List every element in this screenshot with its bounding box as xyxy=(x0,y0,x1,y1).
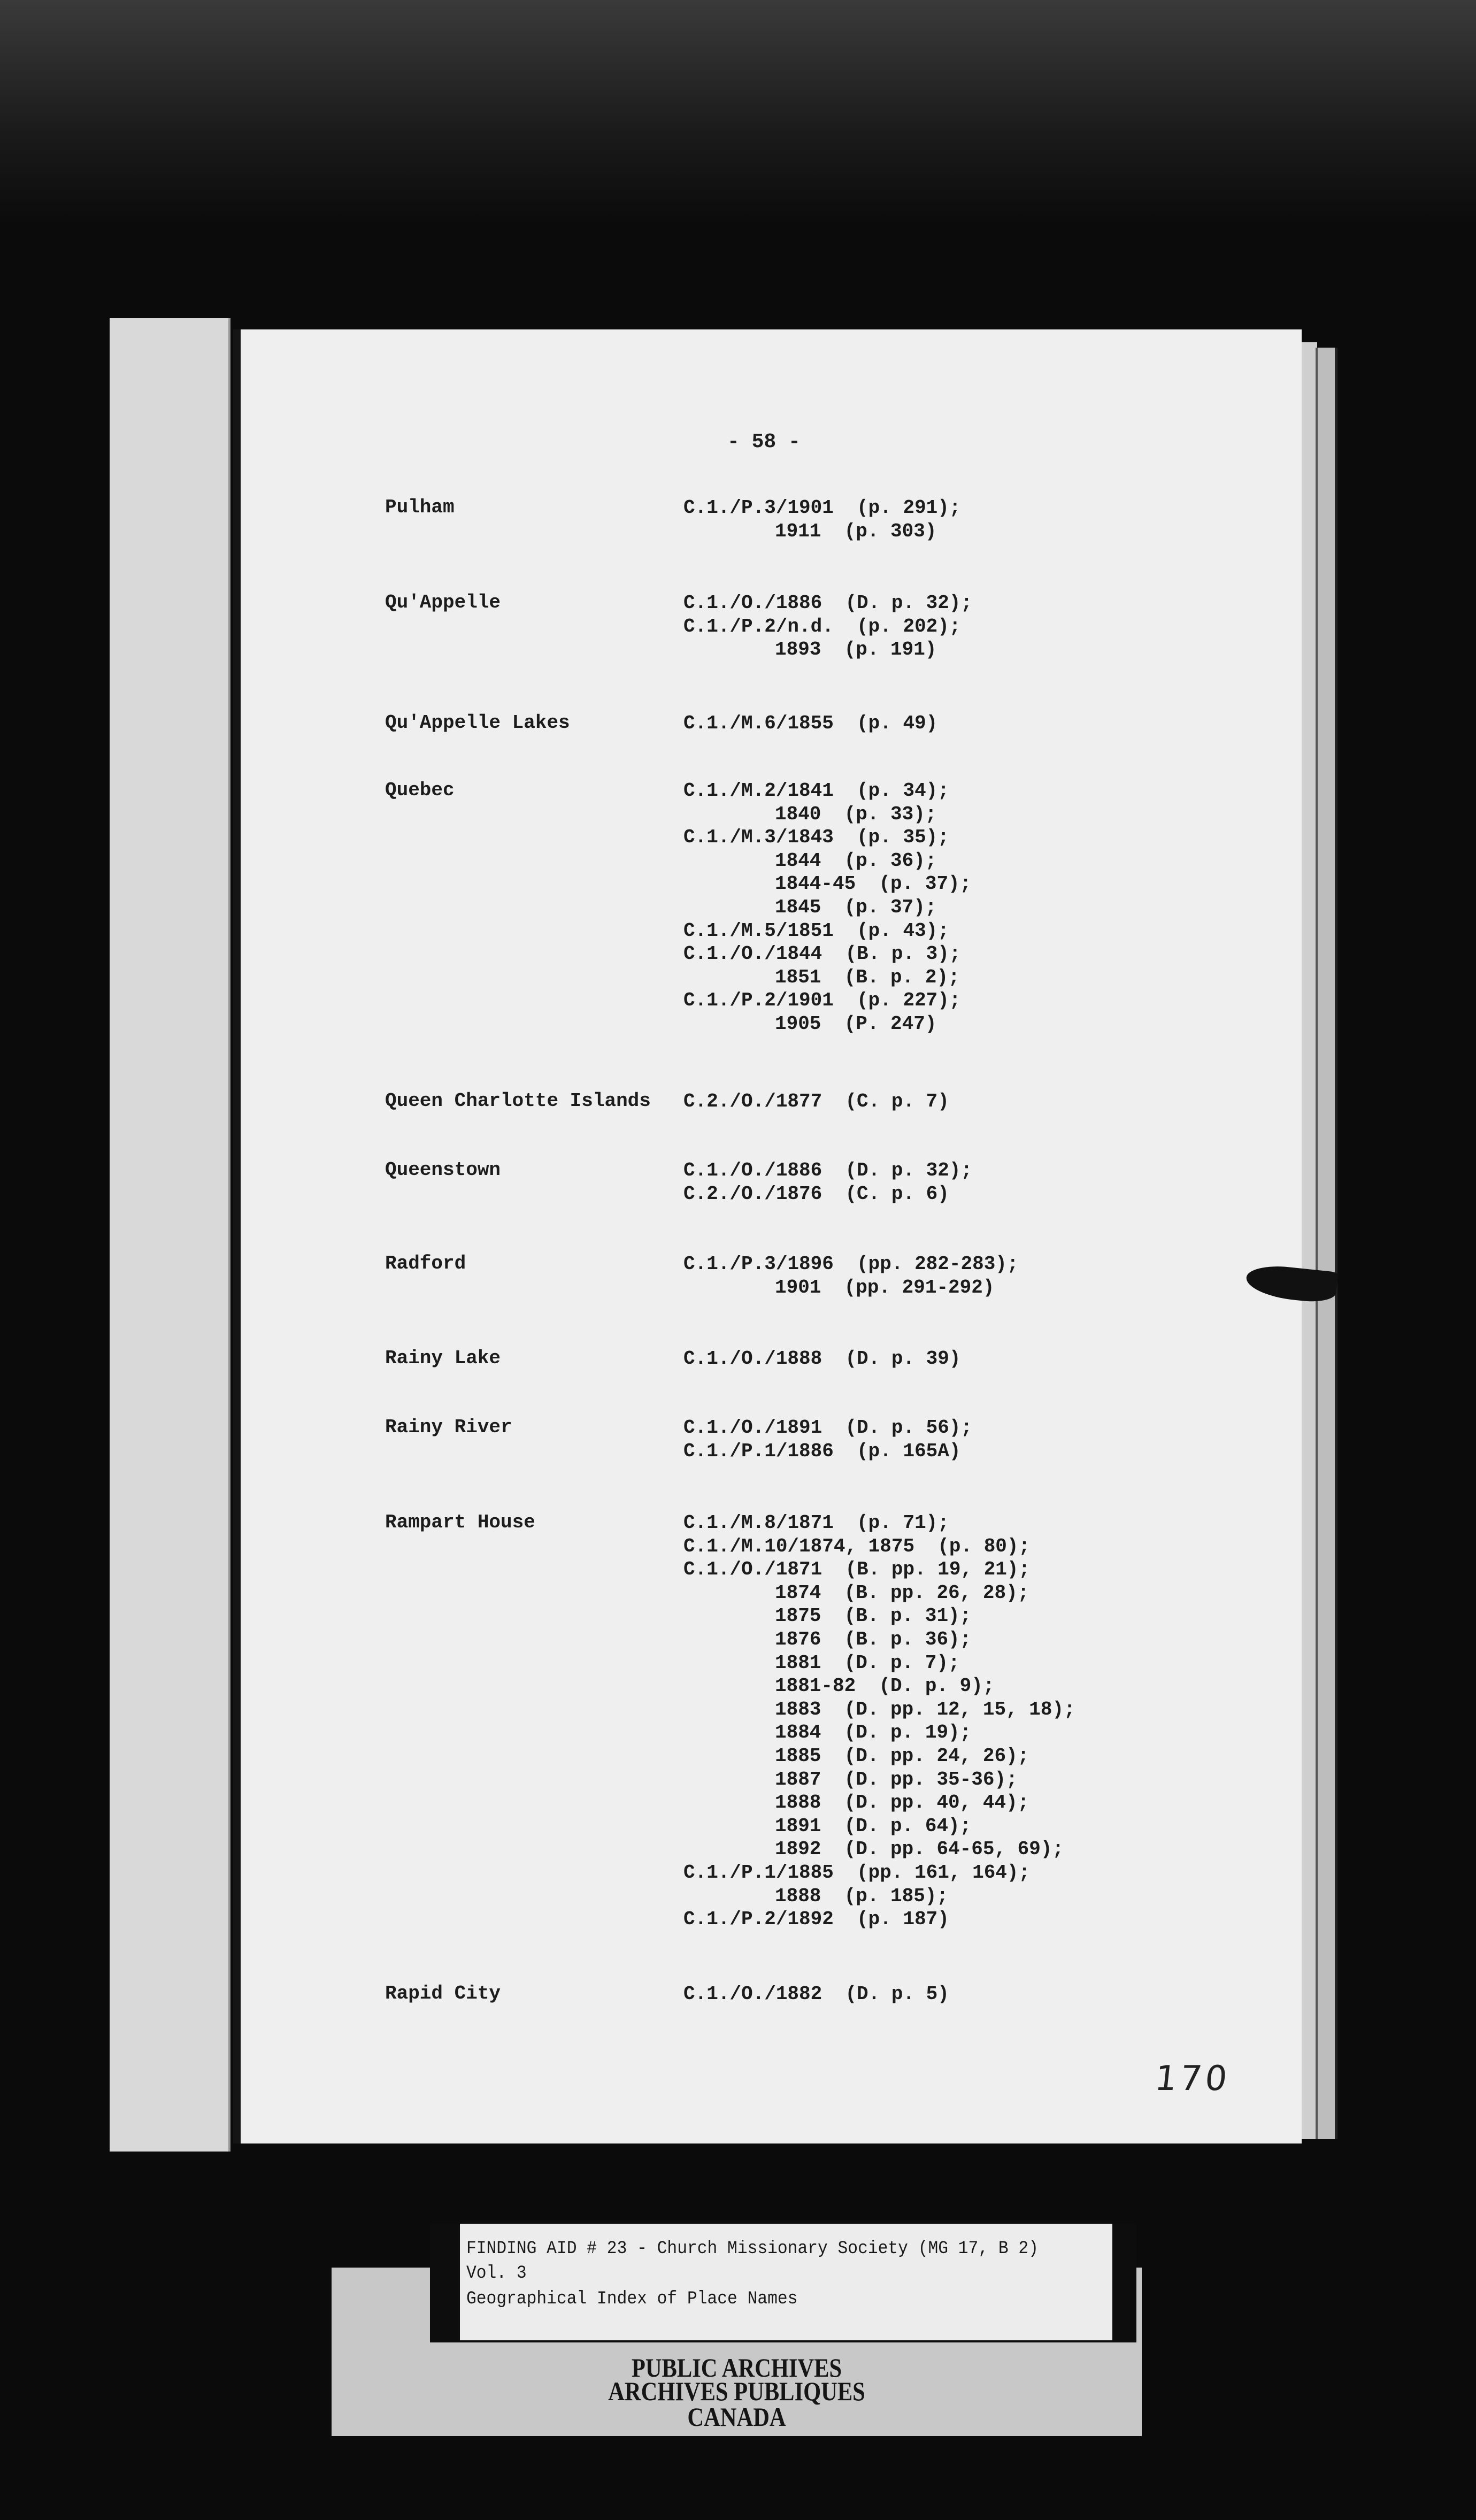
finding-aid-label-card xyxy=(460,2224,1112,2340)
facing-page-edge xyxy=(110,318,230,2152)
reference-line: 1911 (p. 303) xyxy=(775,520,937,542)
reference-line: 1883 (D. pp. 12, 15, 18); xyxy=(775,1698,1075,1720)
reference-line: C.1./P.1/1886 (p. 165A) xyxy=(683,1440,961,1462)
reference-line: C.1./P.3/1901 (p. 291); xyxy=(683,497,961,519)
reference-line: C.2./O./1876 (C. p. 6) xyxy=(683,1182,949,1205)
place-name: Pulham xyxy=(385,496,455,518)
reference-line: C.1./M.2/1841 (p. 34); xyxy=(683,780,949,802)
place-name: Radford xyxy=(385,1253,466,1274)
reference-list xyxy=(683,1347,960,1371)
reference-list xyxy=(683,591,972,662)
label-subtitle: Geographical Index of Place Names xyxy=(466,2289,798,2309)
reference-line: C.1./P.3/1896 (pp. 282-283); xyxy=(683,1253,1019,1275)
place-name: Rampart House xyxy=(385,1511,535,1533)
stamp-line-1: PUBLIC ARCHIVES xyxy=(631,2353,842,2383)
place-name: Qu'Appelle Lakes xyxy=(385,712,570,734)
reference-line: C.1./M.5/1851 (p. 43); xyxy=(683,919,949,942)
place-name: Rainy River xyxy=(385,1416,512,1438)
reference-line: 1887 (D. pp. 35-36); xyxy=(775,1768,1018,1791)
place-name: Qu'Appelle xyxy=(385,591,501,613)
reference-line: C.1./P.2/1901 (p. 227); xyxy=(683,989,961,1012)
reference-line: 1891 (D. p. 64); xyxy=(775,1815,972,1837)
reference-line: C.2./O./1877 (C. p. 7) xyxy=(683,1090,949,1112)
reference-line: C.1./P.1/1885 (pp. 161, 164); xyxy=(683,1861,1031,1884)
reference-line: 1844 (p. 36); xyxy=(775,849,937,872)
reference-line: 1876 (B. p. 36); xyxy=(775,1628,972,1650)
reference-line: 1840 (p. 33); xyxy=(775,803,937,825)
reference-line: 1844-45 (p. 37); xyxy=(775,873,972,895)
reference-line: 1901 (pp. 291-292) xyxy=(775,1276,995,1299)
page-number: - 58 - xyxy=(727,431,801,454)
reference-line: 1893 (p. 191) xyxy=(775,639,937,661)
reference-list xyxy=(683,712,937,735)
reference-line: 1881 (D. p. 7); xyxy=(775,1651,960,1674)
reference-list xyxy=(683,1511,1075,1931)
reference-list xyxy=(683,496,960,543)
reference-line: C.1./O./1882 (D. p. 5) xyxy=(683,1983,949,2005)
reference-line: C.1./O./1886 (D. p. 32); xyxy=(683,1159,973,1181)
reference-line: 1892 (D. pp. 64-65, 69); xyxy=(775,1838,1064,1861)
reference-line: C.1./M.10/1874, 1875 (p. 80); xyxy=(683,1535,1031,1557)
reference-line: 1888 (p. 185); xyxy=(775,1885,949,1907)
reference-line: 1905 (P. 247) xyxy=(775,1012,937,1035)
reference-list xyxy=(683,779,971,1036)
reference-line: C.1./P.2/n.d. (p. 202); xyxy=(683,615,961,637)
place-name: Rapid City xyxy=(385,1983,501,2004)
label-title: FINDING AID # 23 - Church Missionary Society (MG 17, B 2) xyxy=(466,2239,1039,2259)
reference-line: 1884 (D. p. 19); xyxy=(775,1722,972,1744)
place-name: Rainy Lake xyxy=(385,1347,501,1369)
reference-list xyxy=(683,1090,949,1113)
place-name: Quebec xyxy=(385,779,455,801)
reference-line: 1885 (D. pp. 24, 26); xyxy=(775,1745,1029,1767)
reference-line: 1845 (p. 37); xyxy=(775,896,937,918)
reference-list xyxy=(683,1416,972,1463)
reference-line: C.1./M.8/1871 (p. 71); xyxy=(683,1512,949,1534)
reference-list xyxy=(683,1983,949,2006)
reference-line: 1874 (B. pp. 26, 28); xyxy=(775,1581,1029,1604)
reference-line: 1851 (B. p. 2); xyxy=(775,966,960,988)
reference-line: C.1./P.2/1892 (p. 187) xyxy=(683,1908,949,1931)
reference-line: 1888 (D. pp. 40, 44); xyxy=(775,1792,1029,1814)
reference-line: C.1./O./1871 (B. pp. 19, 21); xyxy=(683,1558,1031,1581)
reference-line: C.1./O./1844 (B. p. 3); xyxy=(683,943,961,965)
page-edge-right-back xyxy=(1316,348,1337,2139)
background-top xyxy=(0,0,1476,225)
label-volume: Vol. 3 xyxy=(466,2263,527,2284)
reference-list xyxy=(683,1159,972,1205)
place-name: Queenstown xyxy=(385,1159,501,1181)
handwritten-folio-number: 170 xyxy=(1153,2059,1233,2099)
reference-list xyxy=(683,1253,1019,1299)
reference-line: C.1./M.6/1855 (p. 49) xyxy=(683,712,938,734)
reference-line: C.1./O./1886 (D. p. 32); xyxy=(683,592,973,614)
reference-line: 1881-82 (D. p. 9); xyxy=(775,1675,995,1697)
reference-line: C.1./M.3/1843 (p. 35); xyxy=(683,826,949,849)
place-name: Queen Charlotte Islands xyxy=(385,1090,651,1112)
stamp-line-3: CANADA xyxy=(687,2402,786,2432)
reference-line: 1875 (B. p. 31); xyxy=(775,1605,972,1627)
reference-line: C.1./O./1891 (D. p. 56); xyxy=(683,1417,973,1439)
reference-line: C.1./O./1888 (D. p. 39) xyxy=(683,1348,961,1370)
stamp-line-2: ARCHIVES PUBLIQUES xyxy=(608,2376,865,2406)
